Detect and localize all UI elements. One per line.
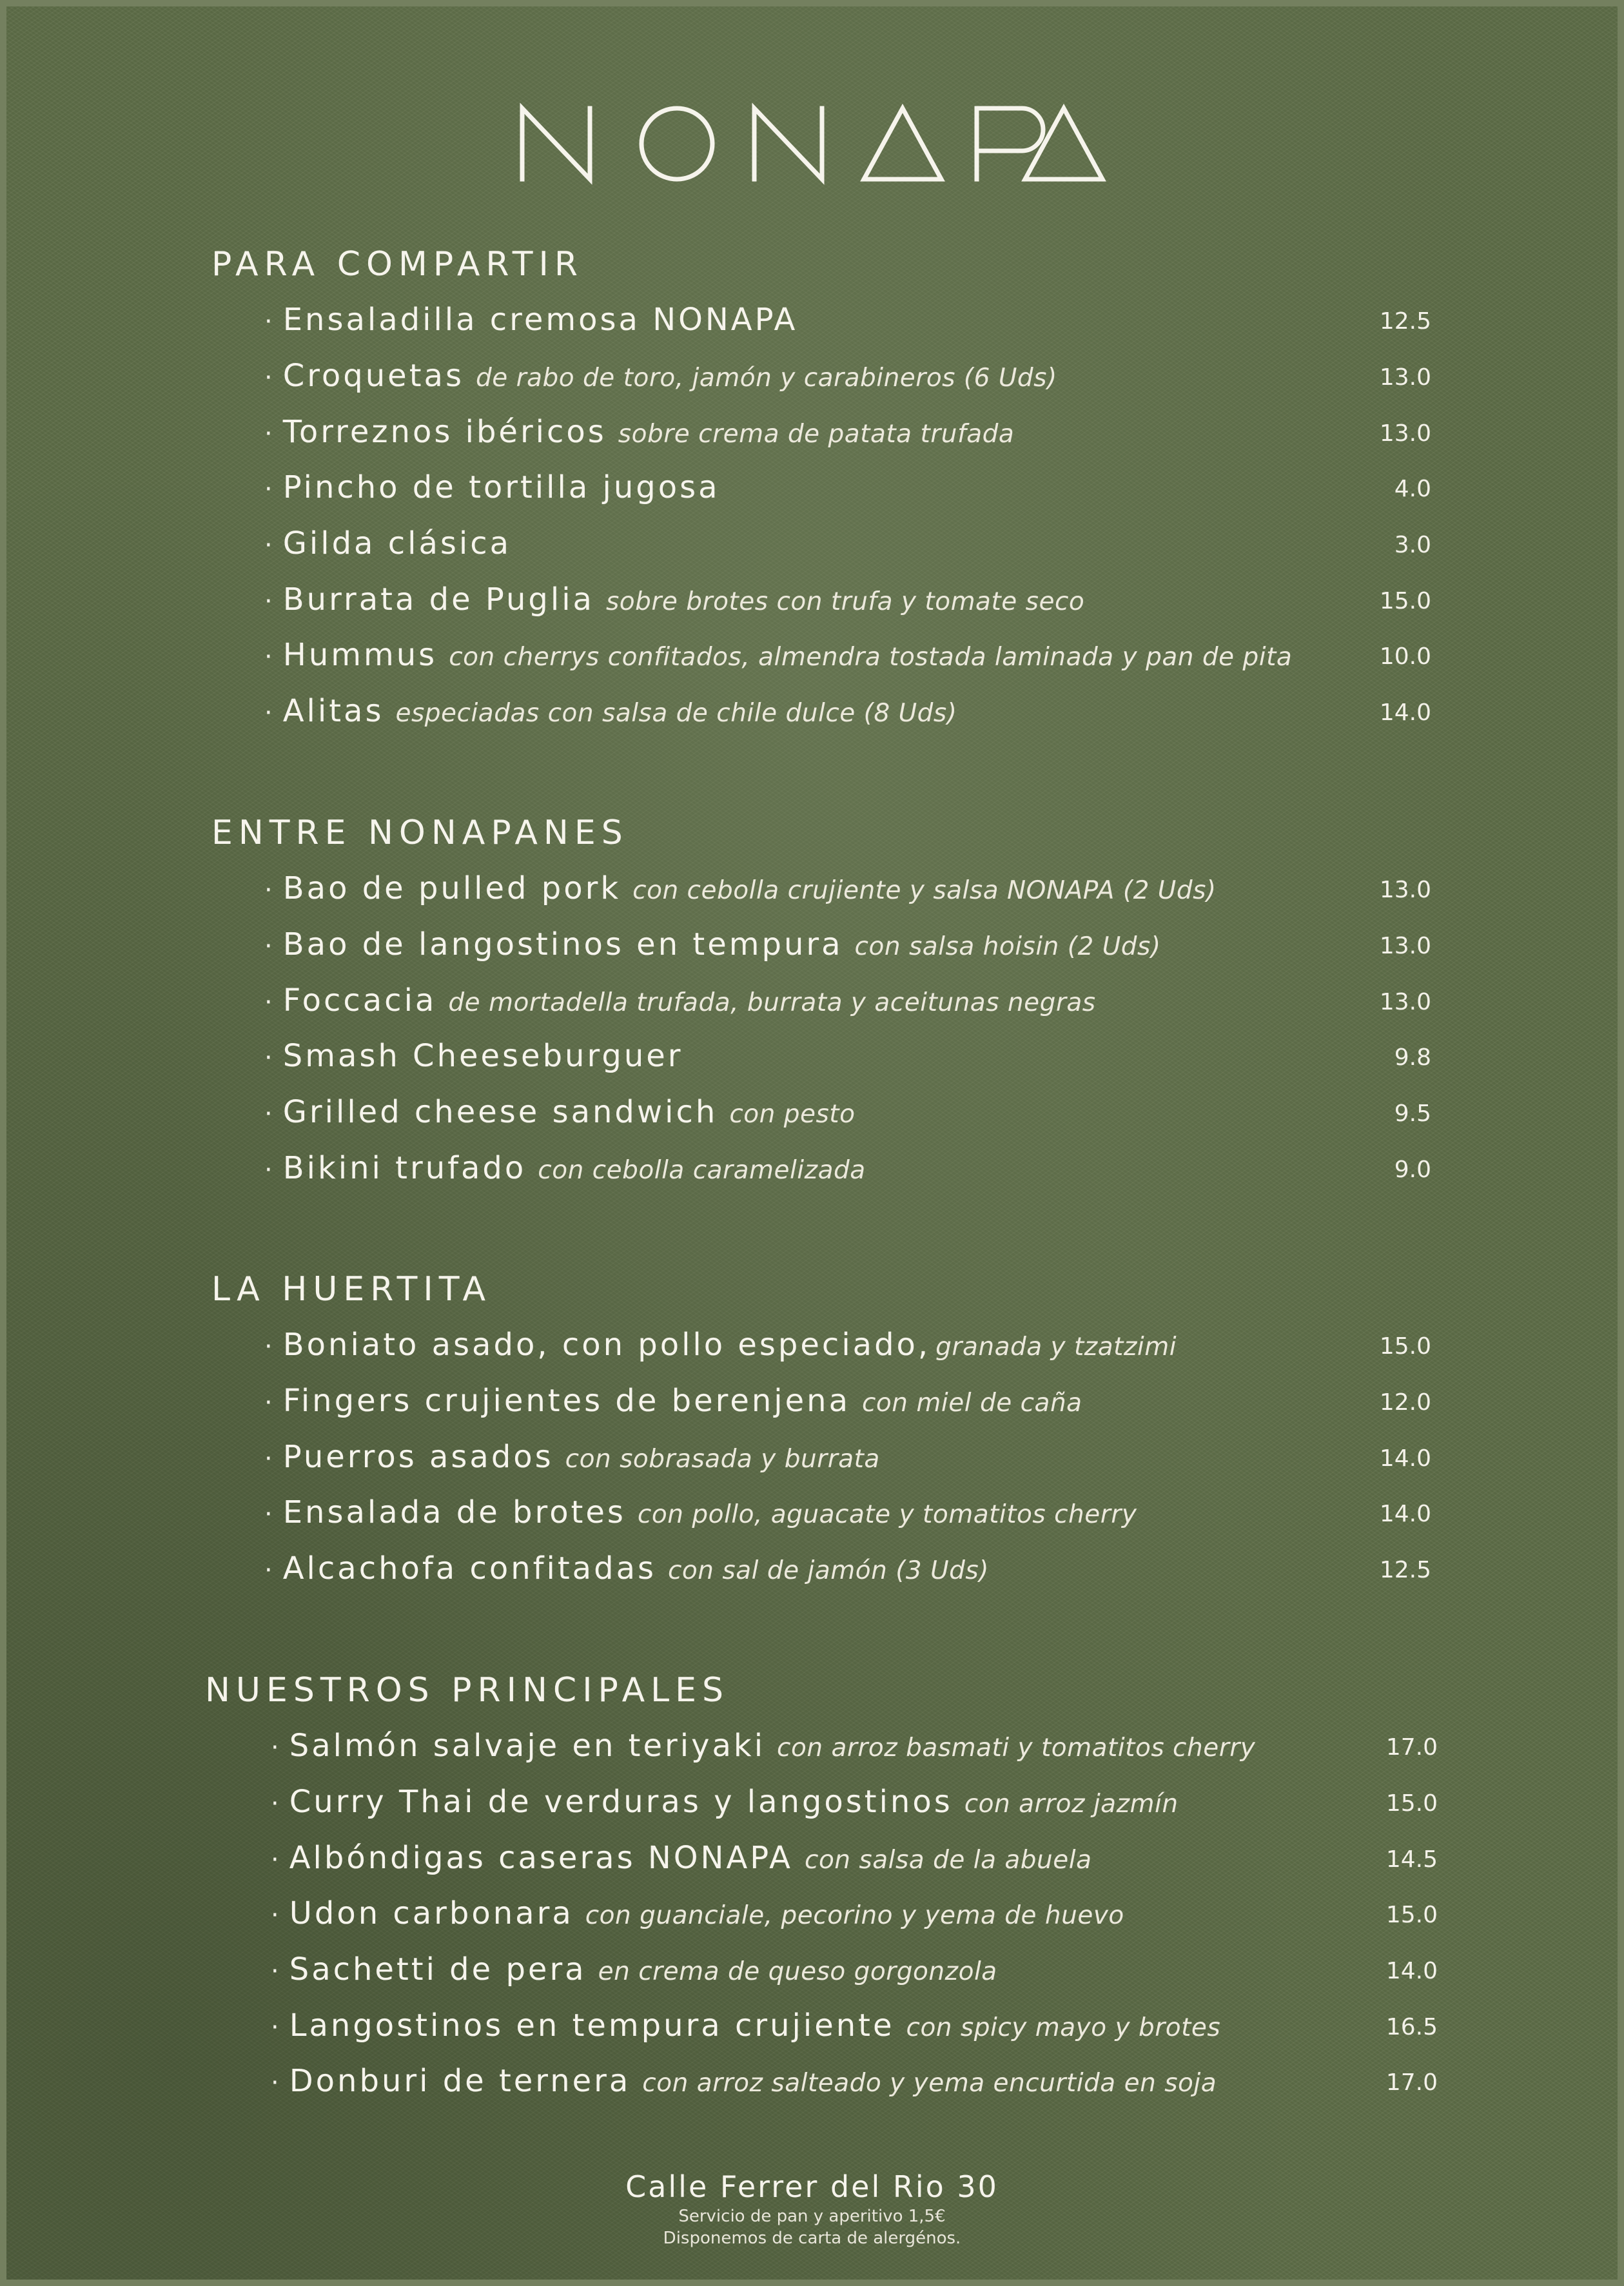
item-description: con arroz salteado y yema encurtida en soja (642, 2069, 1217, 2098)
item-name: Pincho de tortilla jugosa (282, 469, 720, 505)
item-price: 17.0 (1385, 1734, 1438, 1761)
menu-item (271, 2008, 1438, 2053)
bullet-icon: · (264, 932, 273, 961)
menu-item (271, 1951, 1438, 1997)
menu-item (264, 302, 1431, 347)
item-description: con arroz jazmín (964, 1790, 1179, 1819)
item-price: 13.0 (1379, 364, 1431, 391)
item-description: de rabo de toro, jamón y carabineros (6 Uds) (475, 364, 1057, 393)
menu-item (264, 581, 1431, 627)
item-name: Donburi de ternera (289, 2063, 631, 2099)
item-description: granada y tzatzimi (935, 1333, 1177, 1362)
item-name: Albóndigas caseras NONAPA (289, 1840, 793, 1876)
bullet-icon: · (264, 363, 273, 393)
item-price: 16.5 (1385, 2014, 1438, 2040)
menu-item (271, 1728, 1438, 1773)
item-description: con salsa de la abuela (805, 1846, 1092, 1875)
bullet-icon: · (264, 988, 273, 1017)
bullet-icon: · (264, 1500, 273, 1529)
item-name: Ensalada de brotes (282, 1494, 626, 1530)
item-price: 13.0 (1379, 877, 1431, 903)
item-name: Curry Thai de verduras y langostinos (289, 1784, 953, 1820)
menu-item (271, 1840, 1438, 1885)
bullet-icon: · (264, 1444, 273, 1474)
item-price: 14.5 (1385, 1846, 1438, 1873)
item-price: 12.5 (1379, 1557, 1431, 1583)
menu-item (271, 1784, 1438, 1829)
menu-item (264, 414, 1431, 459)
item-description: sobre brotes con trufa y tomate seco (605, 587, 1085, 616)
menu-item (264, 1494, 1431, 1539)
menu-item (264, 1038, 1431, 1083)
bullet-icon: · (264, 875, 273, 905)
item-price: 3.0 (1394, 532, 1431, 558)
item-description: con sobrasada y burrata (565, 1445, 880, 1474)
bullet-icon: · (264, 419, 273, 449)
restaurant-address: Calle Ferrer del Rio 30 (625, 2169, 999, 2204)
bullet-icon: · (271, 1733, 279, 1763)
item-name: Boniato asado, con pollo especiado, (282, 1327, 931, 1363)
item-name: Grilled cheese sandwich (282, 1094, 718, 1130)
bullet-icon: · (264, 474, 273, 504)
bullet-icon: · (264, 307, 273, 337)
bullet-icon: · (264, 1099, 273, 1129)
item-price: 14.0 (1379, 699, 1431, 726)
item-name: Alitas (282, 693, 384, 729)
item-name: Udon carbonara (289, 1895, 574, 1931)
menu-item (264, 469, 1431, 514)
item-description: con miel de caña (861, 1389, 1082, 1418)
item-description: con pollo, aguacate y tomatitos cherry (637, 1500, 1137, 1529)
item-price: 15.0 (1385, 1902, 1438, 1928)
item-price: 13.0 (1379, 933, 1431, 959)
item-name: Hummus (282, 637, 438, 673)
item-description: sobre crema de patata trufada (618, 420, 1015, 449)
nonapa-logo-wordmark (516, 97, 1109, 187)
item-name: Salmón salvaje en teriyaki (289, 1728, 766, 1764)
item-name: Sachetti de pera (289, 1951, 587, 1988)
item-price: 9.5 (1394, 1100, 1431, 1127)
item-price: 15.0 (1379, 588, 1431, 614)
item-name: Ensaladilla cremosa NONAPA (282, 302, 798, 338)
item-price: 14.0 (1379, 1445, 1431, 1472)
section-title: NUESTROS PRINCIPALES (205, 1671, 729, 1710)
item-name: Langostinos en tempura crujiente (289, 2008, 895, 2044)
item-name: Torreznos ibéricos (282, 414, 607, 450)
item-description: especiadas con salsa de chile dulce (8 Uds) (395, 699, 957, 728)
bullet-icon: · (271, 2013, 279, 2042)
bullet-icon: · (264, 531, 273, 560)
item-name: Puerros asados (282, 1439, 554, 1475)
item-name: Alcachofa confitadas (282, 1550, 656, 1587)
menu-item (264, 1439, 1431, 1484)
section-title: PARA COMPARTIR (211, 245, 584, 284)
item-name: Croquetas (282, 358, 464, 394)
menu-item (264, 982, 1431, 1028)
menu-item (271, 2063, 1438, 2108)
bread-service-note: Servicio de pan y aperitivo 1,5€ (678, 2207, 946, 2226)
menu-item (264, 1327, 1431, 1372)
item-price: 13.0 (1379, 989, 1431, 1015)
item-price: 9.0 (1394, 1157, 1431, 1183)
item-price: 9.8 (1394, 1044, 1431, 1071)
item-price: 13.0 (1379, 420, 1431, 447)
item-price: 12.0 (1379, 1389, 1431, 1416)
section-title: LA HUERTITA (211, 1270, 492, 1309)
item-description: con salsa hoisin (2 Uds) (854, 932, 1161, 961)
bullet-icon: · (271, 1845, 279, 1875)
bullet-icon: · (264, 1332, 273, 1362)
bullet-icon: · (264, 587, 273, 616)
item-name: Bao de pulled pork (282, 870, 621, 906)
logo (6, 97, 1618, 187)
menu-item (264, 870, 1431, 915)
menu-item (271, 1895, 1438, 1940)
item-description: con arroz basmati y tomatitos cherry (777, 1734, 1256, 1763)
menu-item (264, 358, 1431, 403)
bullet-icon: · (264, 1043, 273, 1073)
section-title: ENTRE NONAPANES (211, 814, 629, 852)
bullet-icon: · (271, 1789, 279, 1819)
footer (6, 2169, 1618, 2248)
item-description: con spicy mayo y brotes (906, 2013, 1221, 2042)
bullet-icon: · (271, 2068, 279, 2098)
menu-item (264, 1094, 1431, 1139)
menu-item (264, 637, 1431, 682)
menu-item (264, 525, 1431, 571)
item-description: en crema de queso gorgonzola (598, 1957, 997, 1986)
item-name: Gilda clásica (282, 525, 512, 562)
item-price: 17.0 (1385, 2069, 1438, 2096)
menu-item (264, 693, 1431, 738)
item-description: con cebolla caramelizada (538, 1156, 866, 1185)
menu-item (264, 1383, 1431, 1428)
item-description: con cherrys confitados, almendra tostada laminada y pan de pita (449, 643, 1293, 672)
item-description: de mortadella trufada, burrata y aceitunas negras (448, 988, 1096, 1017)
item-price: 15.0 (1379, 1333, 1431, 1360)
item-name: Smash Cheeseburguer (282, 1038, 683, 1074)
item-price: 15.0 (1385, 1790, 1438, 1817)
bullet-icon: · (264, 698, 273, 728)
item-description: con guanciale, pecorino y yema de huevo (585, 1901, 1124, 1930)
item-price: 4.0 (1394, 476, 1431, 502)
item-name: Foccacia (282, 982, 437, 1019)
bullet-icon: · (264, 642, 273, 672)
item-price: 14.0 (1379, 1501, 1431, 1527)
allergens-note: Disponemos de carta de alergénos. (663, 2229, 961, 2248)
item-price: 10.0 (1379, 643, 1431, 670)
bullet-icon: · (264, 1556, 273, 1585)
bullet-icon: · (271, 1900, 279, 1930)
menu-item (264, 926, 1431, 972)
bullet-icon: · (271, 1957, 279, 1986)
item-name: Fingers crujientes de berenjena (282, 1383, 850, 1419)
item-description: con cebolla crujiente y salsa NONAPA (2 Uds) (632, 876, 1217, 905)
item-price: 14.0 (1385, 1958, 1438, 1984)
item-name: Burrata de Puglia (282, 581, 594, 618)
menu-item (264, 1150, 1431, 1195)
item-name: Bikini trufado (282, 1150, 527, 1186)
item-description: con pesto (729, 1100, 856, 1129)
item-price: 12.5 (1379, 308, 1431, 335)
item-description: con sal de jamón (3 Uds) (667, 1556, 989, 1585)
menu-item (264, 1550, 1431, 1596)
bullet-icon: · (264, 1388, 273, 1418)
bullet-icon: · (264, 1155, 273, 1185)
item-name: Bao de langostinos en tempura (282, 926, 843, 962)
